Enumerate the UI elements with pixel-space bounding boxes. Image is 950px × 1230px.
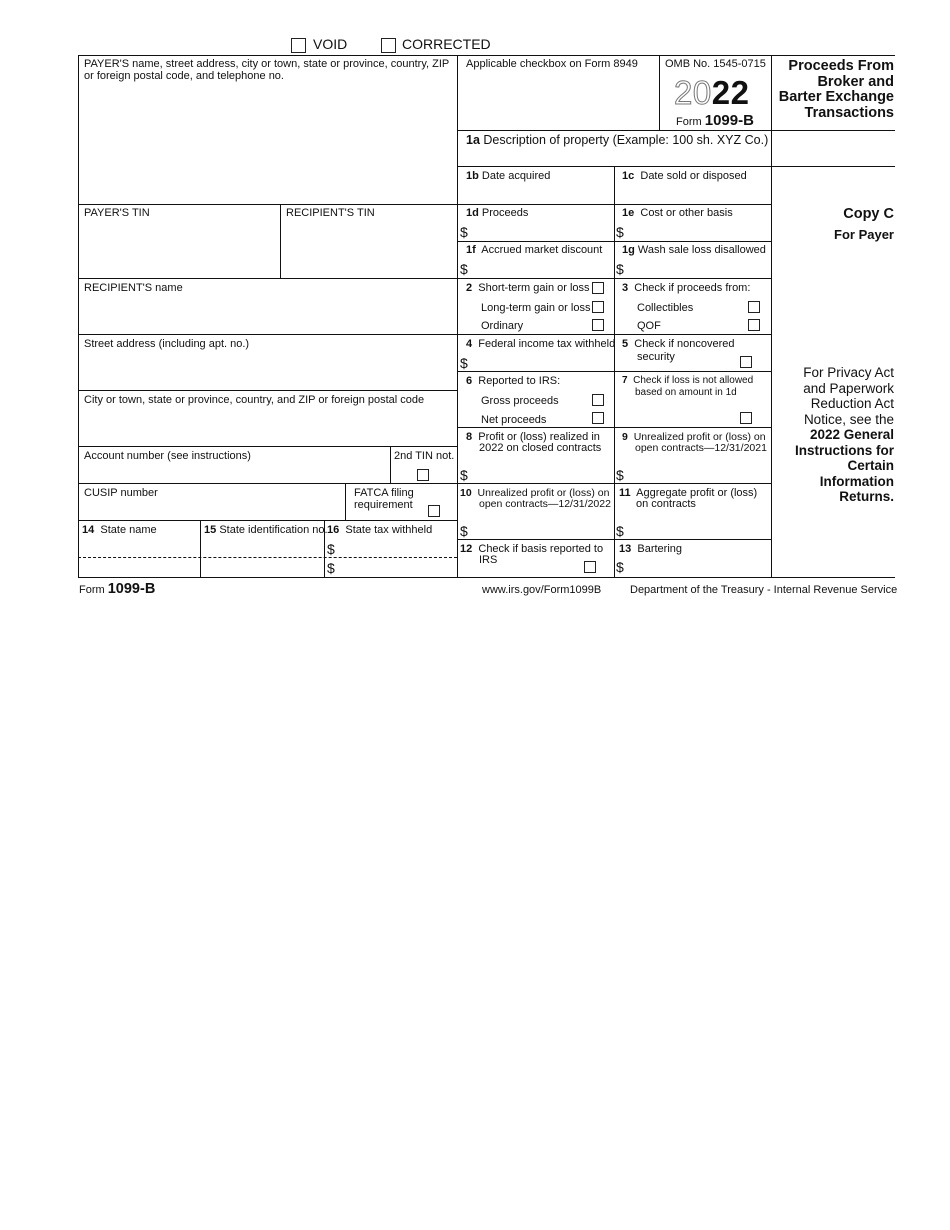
box-8-label-line2: 2022 on closed contracts [479, 442, 602, 454]
box-1b-field[interactable] [459, 184, 612, 202]
box-7-checkbox[interactable] [740, 412, 752, 424]
row-line [457, 130, 895, 131]
box-6-net-label: Net proceeds [481, 414, 547, 426]
box-1c-label: 1c Date sold or disposed [622, 170, 747, 182]
state-name-label: State name [100, 524, 157, 536]
box-16-number: 16 [327, 524, 340, 536]
box-1f-field[interactable] [472, 259, 612, 276]
box-1e-field[interactable] [628, 222, 769, 239]
box-1d-label: 1d Proceeds [466, 207, 529, 219]
box-10-label-line2: open contracts—12/31/2022 [479, 498, 611, 510]
box-9-label: 9 Unrealized profit or (loss) on [622, 431, 766, 443]
box-1f-dollar: $ [460, 261, 468, 277]
applicable-checkbox-label: Applicable checkbox on Form 8949 [466, 58, 638, 70]
box-1g-label: 1g Wash sale loss disallowed [622, 244, 766, 256]
copy-title: Copy C [843, 206, 894, 222]
state-name-field-2[interactable] [80, 559, 198, 575]
box-11-label-line2: on contracts [636, 498, 696, 510]
box-10-label: 10 Unrealized profit or (loss) on [460, 487, 610, 499]
box-1g-dollar: $ [616, 261, 624, 277]
box-6-net-checkbox[interactable] [592, 412, 604, 424]
box-2-short-checkbox[interactable] [592, 282, 604, 294]
state-divider [200, 520, 201, 577]
row-line [78, 204, 771, 205]
box-10-dollar: $ [460, 523, 468, 539]
box-14-number: 14 [82, 524, 95, 536]
state-name-field-1[interactable] [80, 540, 198, 556]
box-8-field[interactable] [472, 464, 612, 481]
box-16-dollar-2: $ [327, 560, 335, 576]
box-3-qof-label: QOF [637, 320, 661, 332]
row-line [457, 371, 771, 372]
city-label: City or town, state or province, country, and ZIP or foreign postal code [84, 394, 425, 406]
box-7-label-line2: based on amount in 1d [635, 387, 737, 398]
form-id-header: Form 1099-B [676, 112, 754, 129]
column-divider-left [457, 55, 458, 577]
box-3-collectibles-checkbox[interactable] [748, 301, 760, 313]
box-1a-label: 1a Description of property (Example: 100 sh. XYZ Co.) [466, 133, 769, 147]
payer-info-label: PAYER'S name, street address, city or town, state or province, country, ZIP or foreign postal code, and telephone no. [84, 58, 450, 82]
recipient-tin-label: RECIPIENT'S TIN [286, 207, 375, 219]
copy-subtitle: For Payer [834, 227, 894, 242]
box-2-long-label: Long-term gain or loss [481, 302, 591, 314]
box-11-dollar: $ [616, 523, 624, 539]
box-1g-field[interactable] [628, 259, 769, 276]
form-border-top [78, 55, 895, 56]
applicable-checkbox-field[interactable] [459, 74, 657, 128]
tin-divider [280, 204, 281, 278]
box-11-label: 11 Aggregate profit or (loss) [619, 487, 758, 499]
street-address-field[interactable] [80, 352, 455, 388]
box-2-short-label: 2 Short-term gain or loss [466, 282, 590, 294]
state-tax-field-1[interactable] [338, 540, 455, 556]
box-6-gross-label: Gross proceeds [481, 395, 559, 407]
row-line [78, 334, 771, 335]
footer-department: Department of the Treasury - Internal Revenue Service [630, 584, 898, 596]
cusip-label: CUSIP number [84, 487, 158, 499]
box-11-field[interactable] [628, 520, 769, 537]
box-1f-label: 1f Accrued market discount [466, 244, 603, 256]
second-tin-checkbox[interactable] [417, 469, 429, 481]
box-4-dollar: $ [460, 355, 468, 371]
state-tax-field-2[interactable] [338, 559, 455, 575]
state-dashed-line [78, 557, 457, 558]
box-9-label-line2: open contracts—12/31/2021 [635, 442, 767, 454]
box-5-checkbox[interactable] [740, 356, 752, 368]
box-12-label: 12 Check if basis reported to [460, 543, 604, 555]
recipient-tin-field[interactable] [282, 222, 455, 276]
box-13-dollar: $ [616, 559, 624, 575]
box-4-label: 4 Federal income tax withheld [466, 338, 616, 350]
second-tin-divider [390, 446, 391, 483]
account-number-field[interactable] [80, 464, 388, 481]
omb-number: OMB No. 1545-0715 [665, 58, 766, 70]
fatca-label: FATCA filing requirement [354, 487, 414, 511]
box-6-gross-checkbox[interactable] [592, 394, 604, 406]
box-8-label: 8 Profit or (loss) realized in [466, 431, 600, 443]
form-border-left [78, 55, 79, 577]
fatca-divider [345, 483, 346, 520]
row-line [457, 241, 771, 242]
void-checkbox[interactable] [291, 38, 306, 53]
box-1e-dollar: $ [616, 224, 624, 240]
box-1d-dollar: $ [460, 224, 468, 240]
box-16-dollar-1: $ [327, 541, 335, 557]
box-3-qof-checkbox[interactable] [748, 319, 760, 331]
box-1b-label: 1b Date acquired [466, 170, 551, 182]
void-label: VOID [313, 36, 348, 52]
recipient-name-label: RECIPIENT'S name [84, 282, 183, 294]
column-divider-right [771, 55, 772, 577]
fatca-checkbox[interactable] [428, 505, 440, 517]
box-6-label: 6 Reported to IRS: [466, 375, 561, 387]
box-3-collectibles-label: Collectibles [637, 302, 694, 314]
box-15-number: 15 [204, 524, 217, 536]
payer-tin-label: PAYER'S TIN [84, 207, 150, 219]
footer-form-id: Form 1099-B [79, 581, 156, 597]
second-tin-label: 2nd TIN not. [394, 450, 455, 462]
box-4-field[interactable] [472, 352, 612, 369]
box-12-label-line2: IRS [479, 554, 498, 566]
row-line [78, 446, 457, 447]
row-line [78, 483, 771, 484]
state-id-field-2[interactable] [202, 559, 322, 575]
corrected-label: CORRECTED [402, 36, 491, 52]
payer-info-field[interactable] [80, 84, 455, 202]
form-title: Proceeds From Broker and Barter Exchange Transactions [778, 58, 894, 121]
state-id-label: State identification no. [219, 524, 328, 536]
state-id-field-1[interactable] [202, 540, 322, 556]
box-2-ordinary-label: Ordinary [481, 320, 524, 332]
row-line [457, 427, 771, 428]
payer-tin-field[interactable] [80, 222, 278, 276]
corrected-checkbox[interactable] [381, 38, 396, 53]
account-number-label: Account number (see instructions) [84, 450, 251, 462]
privacy-notice: For Privacy Act and Paperwork Reduction Act Notice, see the 2022 General Instructions for Certain Information Returns. [794, 365, 894, 504]
box-3-label: 3 Check if proceeds from: [622, 282, 751, 294]
box-1c-field[interactable] [616, 184, 769, 202]
box-1a-field[interactable] [459, 148, 893, 164]
city-field[interactable] [80, 408, 455, 444]
box-7-label: 7 Check if loss is not allowed [622, 375, 754, 386]
box-1d-field[interactable] [472, 222, 612, 239]
box-9-dollar: $ [616, 467, 624, 483]
recipient-name-field[interactable] [80, 296, 455, 332]
box-8-dollar: $ [460, 467, 468, 483]
box-1e-label: 1e Cost or other basis [622, 207, 733, 219]
row-line [78, 390, 457, 391]
state-tax-label: State tax withheld [345, 524, 433, 536]
form-border-bottom [78, 577, 895, 578]
box-10-field[interactable] [472, 520, 612, 537]
row-line [78, 520, 457, 521]
box-13-field[interactable] [628, 557, 769, 575]
box-13-label: 13 Bartering [619, 543, 683, 555]
footer-url[interactable]: www.irs.gov/Form1099B [482, 584, 602, 596]
box-2-ordinary-checkbox[interactable] [592, 319, 604, 331]
box-5-label: 5 Check if noncovered [622, 338, 735, 350]
row-line [78, 278, 771, 279]
row-line [457, 166, 895, 167]
box-5-label-line2: security [637, 351, 675, 363]
box-12-checkbox[interactable] [584, 561, 596, 573]
cusip-field[interactable] [80, 500, 343, 518]
tax-year: 2022 [674, 74, 750, 111]
row-line [457, 539, 771, 540]
box-2-long-checkbox[interactable] [592, 301, 604, 313]
omb-divider [659, 55, 660, 130]
box-9-field[interactable] [628, 464, 769, 481]
street-address-label: Street address (including apt. no.) [84, 338, 250, 350]
